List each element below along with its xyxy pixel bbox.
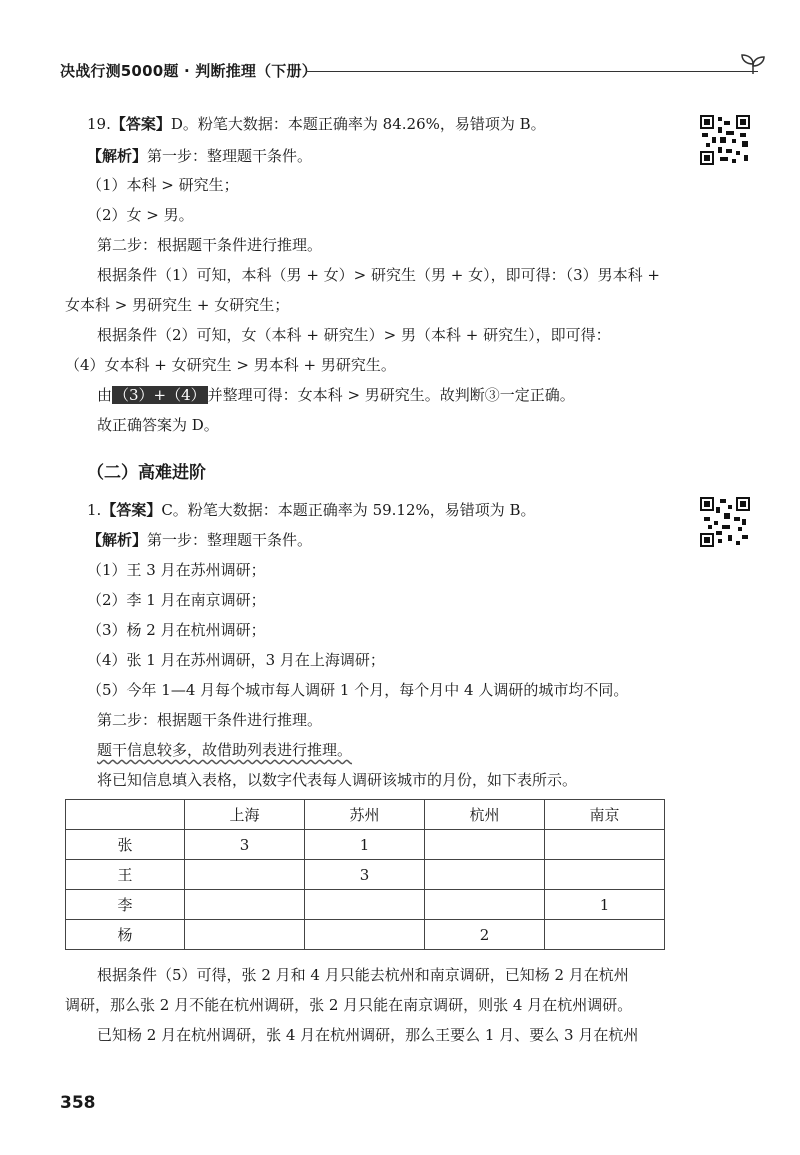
table-cell: 3 [305, 860, 425, 890]
table-header-row [66, 800, 665, 830]
table-cell [305, 920, 425, 950]
table-cell [425, 890, 545, 920]
section-title: （二）高难进阶 [87, 463, 206, 483]
text-line: 根据条件（5）可得，张 2 月和 4 月只能去杭州和南京调研，已知杨 2 月在杭州 [97, 966, 629, 984]
table-row [66, 890, 665, 920]
analysis-tag: 【解析】 [87, 531, 148, 549]
answer-text: D。粉笔大数据：本题正确率为 84.26%，易错项为 B。 [170, 115, 546, 133]
q1-analysis-line [87, 530, 312, 550]
table-cell: 杨 [66, 920, 185, 950]
table-cell: 1 [545, 890, 665, 920]
table-intro-line: 将已知信息填入表格，以数字代表每人调研该城市的月份，如下表所示。 [97, 771, 578, 789]
table-cell [185, 890, 305, 920]
table-cell: 1 [305, 830, 425, 860]
table-cell [425, 860, 545, 890]
table-cell: 3 [185, 830, 305, 860]
text-line: （2）女 > 男。 [87, 206, 194, 224]
table-cell [185, 920, 305, 950]
sprout-icon [738, 52, 768, 76]
table-cell [305, 890, 425, 920]
combine-suffix: 并整理可得：女本科 > 男研究生。故判断③一定正确。 [207, 386, 575, 404]
book-title: 决战行测5000题 · 判断推理（下册） [60, 62, 317, 80]
table-header-cell: 上海 [185, 800, 305, 830]
text-line: 根据条件（1）可知，本科（男 + 女）> 研究生（男 + 女），即可得：（3）男本科 + [97, 266, 660, 284]
q19-answer-line [87, 114, 546, 134]
text-line: 调研，那么张 2 月不能在杭州调研，张 2 月只能在南京调研，则张 4 月在杭州调研。 [65, 996, 633, 1014]
text-line: 女本科 > 男研究生 + 女研究生； [65, 296, 290, 314]
answer-text: C。粉笔大数据：本题正确率为 59.12%，易错项为 B。 [161, 501, 536, 519]
table-cell [425, 830, 545, 860]
table-header-cell: 南京 [545, 800, 665, 830]
table-row [66, 830, 665, 860]
answer-tag: 【答案】 [101, 501, 162, 519]
final-answer-line: 故正确答案为 D。 [97, 416, 219, 434]
table-cell: 王 [66, 860, 185, 890]
table-cell: 2 [425, 920, 545, 950]
table-row [66, 920, 665, 950]
table-row [66, 860, 665, 890]
text-line: （5）今年 1—4 月每个城市每人调研 1 个月，每个月中 4 人调研的城市均不同。 [87, 681, 629, 699]
table-cell [545, 830, 665, 860]
qr-code-icon[interactable] [700, 115, 750, 165]
page-header [60, 52, 760, 82]
table-cell [545, 920, 665, 950]
highlighted-conditions: （3）+（4） [114, 386, 206, 404]
table-cell: 张 [66, 830, 185, 860]
analysis-text: 第一步：整理题干条件。 [147, 147, 313, 165]
text-line: 根据条件（2）可知，女（本科 + 研究生）> 男（本科 + 研究生），即可得： [97, 326, 611, 344]
text-line: （3）杨 2 月在杭州调研； [87, 621, 266, 639]
question-number: 1. [87, 501, 102, 519]
page-number: 358 [60, 1093, 96, 1113]
analysis-tag: 【解析】 [87, 147, 148, 165]
table-header-cell: 苏州 [305, 800, 425, 830]
schedule-table [65, 799, 665, 950]
analysis-text: 第一步：整理题干条件。 [147, 531, 313, 549]
text-line: 第二步：根据题干条件进行推理。 [97, 711, 323, 729]
header-rule [306, 71, 758, 72]
combine-line [97, 385, 575, 405]
qr-code-icon[interactable] [700, 497, 750, 547]
text-line: 已知杨 2 月在杭州调研，张 4 月在杭州调研，那么王要么 1 月、要么 3 月在杭州 [97, 1026, 639, 1044]
table-cell: 李 [66, 890, 185, 920]
text-line: 第二步：根据题干条件进行推理。 [97, 236, 323, 254]
table-header-cell [66, 800, 185, 830]
wavy-underlined-line: 题干信息较多，故借助列表进行推理。 [97, 741, 353, 759]
text-line: （4）张 1 月在苏州调研，3 月在上海调研； [87, 651, 385, 669]
table-header-cell: 杭州 [425, 800, 545, 830]
answer-tag: 【答案】 [110, 115, 171, 133]
table-cell [185, 860, 305, 890]
table-cell [545, 860, 665, 890]
text-line: （1）王 3 月在苏州调研； [87, 561, 266, 579]
q19-analysis-line [87, 146, 312, 166]
q1-answer-line [87, 500, 536, 520]
text-line: （2）李 1 月在南京调研； [87, 591, 266, 609]
question-number: 19. [87, 115, 111, 133]
text-line: （1）本科 > 研究生； [87, 176, 239, 194]
text-line: （4）女本科 + 女研究生 > 男本科 + 男研究生。 [65, 356, 396, 374]
combine-prefix: 由 [97, 386, 113, 404]
